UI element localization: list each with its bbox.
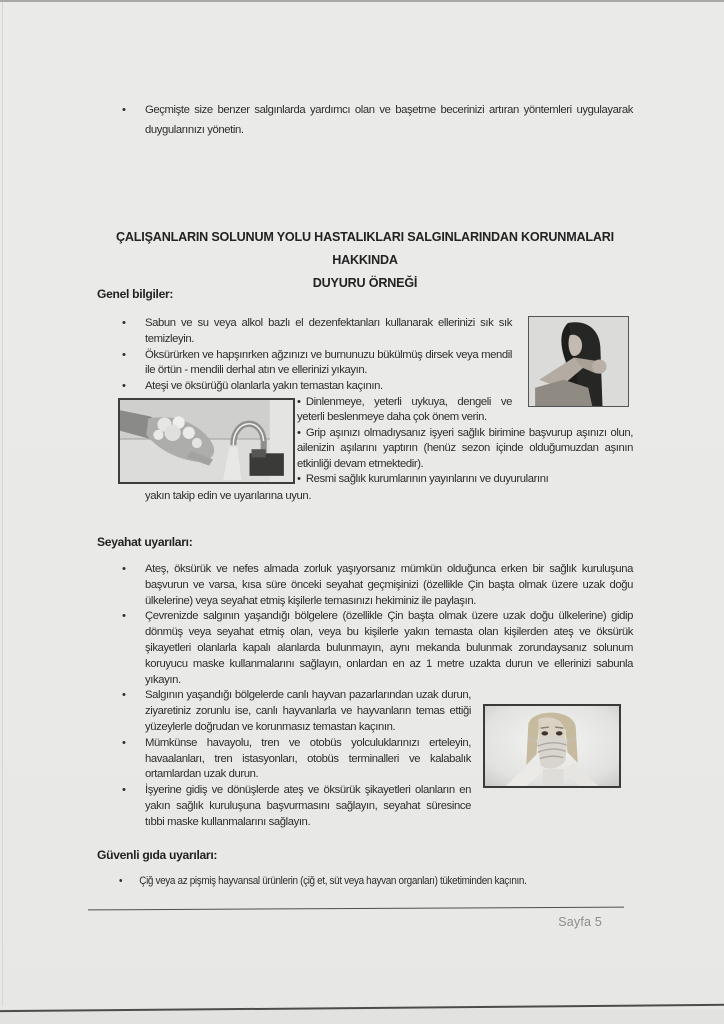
section-heading-food: Güvenli gıda uyarıları: xyxy=(97,848,218,862)
bullet-text: Salgının yaşandığı bölgelerde canlı hayvan pazarlarından uzak durun, ziyaretiniz zorunlu ise, canlı hayvanlarla ve hayvanların temas ettiği yüzeylerle doğrudan ve korunmasız temastan kaçının. xyxy=(145,689,471,733)
general-sub-bullet-list xyxy=(297,395,633,488)
sub-bullet-flu-vaccine: • Grip aşınızı olmadıysanız işyeri sağlık birimine başvurup aşınızı olun, ailenizin aşılarını yaptırın (henüz sezon içinde olduğumuzdan aşının etkinliği devam etmektedir). xyxy=(297,426,633,473)
bullet-live-animal-markets xyxy=(97,688,633,735)
bullet-commute-mask: • İşyerine gidiş ve dönüşlerde ateş ve öksürük şikayetleri olanların en yakın sağlık kuruluşuna başvurmasını sağlayın, seyahat süresince tıbbi maske kullanmalarını sağlayın. xyxy=(97,783,633,830)
travel-bullet-list xyxy=(97,562,633,831)
sub-bullet-rest: • Dinlenmeye, yeterli uykuya, dengeli ve yeterli beslenmeye daha çok önem verin. xyxy=(297,395,633,426)
photo-hand-washing xyxy=(118,398,295,484)
footer-rule xyxy=(88,907,624,911)
section-general xyxy=(97,316,633,505)
bullet-seek-healthcare: • Ateş, öksürük ve nefes almada zorluk yaşıyorsanız mümkün olduğunca erken bir sağlık kuruluşuna başvurun ve varsa, kısa süre önceki seyahat geçmişinizi (özellikle Çin başta olmak üzere uzak doğu ülkelerine) veya seyahat etmiş kişilerle temasınızı hekiminiz ile paylaşın. xyxy=(97,562,633,609)
bullet-postpone-travel: • Mümkünse havayolu, tren ve otobüs yolculuklarınızı erteleyin, havaalanları, tren istasyonları, otobüs terminalleri ve kalabalık ortamlardan uzak durun. xyxy=(97,736,633,783)
bullet-avoid-outbreak-travelers: • Çevrenizde salgının yaşandığı bölgelere (özellikle Çin başta olmak üzere uzak doğu ülkelerine) gidip dönmüş veya seyahat etmiş olan, veya bu kişilerle yakın temasta olan kişilerden ateş ve öksürük şikayetleri olanlarla kapalı alanlarda bulunmayın, aynı mekanda bulunmak zorundaysanız solunum koruyucu maske kullanmalarını sağlayın, onlardan en az 1 metre uzakta durun ve ellerinizi sabunla yıkayın. xyxy=(97,609,633,688)
bullet-avoid-contact: • Ateşi ve öksürüğü olanlarla yakın temastan kaçının. xyxy=(97,379,633,395)
food-bullet-list xyxy=(97,874,633,890)
scan-top-edge xyxy=(0,0,724,2)
section-food xyxy=(97,874,633,890)
sub-bullet-continuation: yakın takip edin ve uyarılarına uyun. xyxy=(145,489,312,502)
section-travel xyxy=(97,562,633,834)
document-title xyxy=(97,226,633,295)
scan-bottom-strip xyxy=(0,1009,724,1024)
intro-bullet: • Geçmişte size benzer salgınlarda yardımcı olan ve başetme becerinizi artıran yöntemleri uygulayarak duygularınızı yönetin. xyxy=(97,101,633,140)
bullet-text: Sabun ve su veya alkol bazlı el dezenfektanları kullanarak ellerinizi sık sık temizleyin. xyxy=(145,317,512,345)
hand-washing-illustration xyxy=(120,400,293,482)
scan-left-edge xyxy=(2,2,3,1006)
document-title-line2: DUYURU ÖRNEĞİ xyxy=(312,276,418,290)
section-heading-travel: Seyahat uyarıları: xyxy=(97,535,193,549)
section-heading-general: Genel bilgiler: xyxy=(97,287,174,301)
general-bullet-list xyxy=(97,316,633,395)
bullet-raw-animal-products: • Çiğ veya az pişmiş hayvansal ürünlerin (çiğ et, süt veya hayvan organları) tüketiminden kaçının. xyxy=(97,874,569,890)
bullet-hand-hygiene xyxy=(97,316,633,348)
sub-bullet-official-announcements: • Resmi sağlık kurumlarının yayınlarını ve duyurularını xyxy=(297,472,633,488)
document-title-line1: ÇALIŞANLARIN SOLUNUM YOLU HASTALIKLARI SALGINLARINDAN KORUNMALARI HAKKINDA xyxy=(116,230,614,267)
page-number: Sayfa 5 xyxy=(558,915,602,929)
bullet-cover-mouth: • Öksürürken ve hapşırırken ağzınızı ve burnunuzu bükülmüş dirsek veya mendil ile örtün - mendili derhal atın ve ellerinizi yıkayın. xyxy=(97,348,633,380)
intro-bullet-list xyxy=(97,101,633,140)
